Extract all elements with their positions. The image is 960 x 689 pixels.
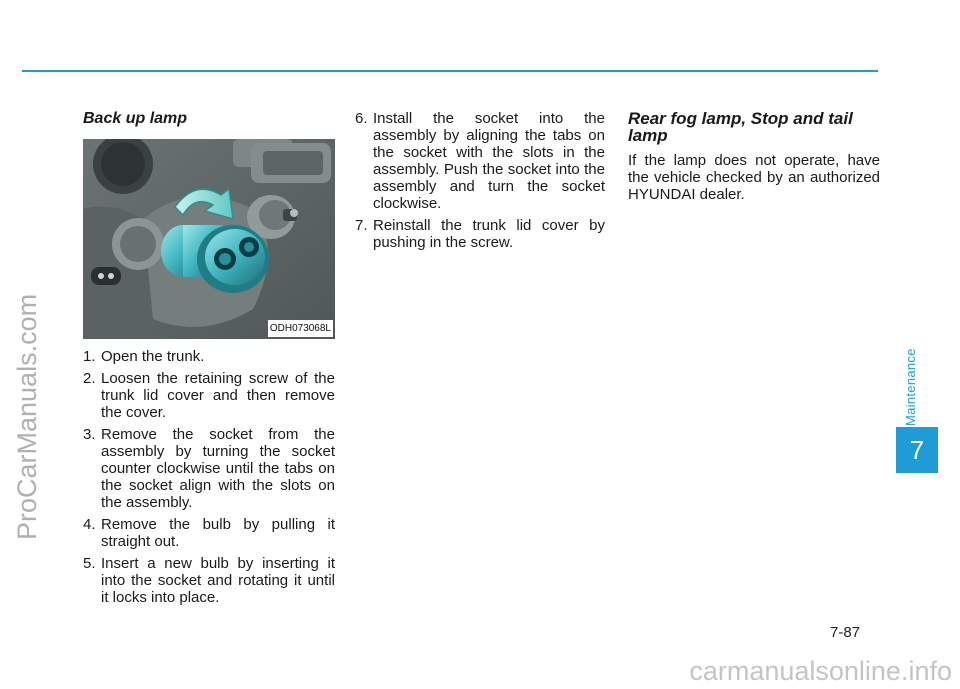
watermark-side: ProCarManuals.com [12, 293, 42, 540]
backup-steps-list-a [83, 348, 335, 606]
header-rule [22, 70, 878, 72]
list-item: 6. Install the socket into the assembly by aligning the tabs on the socket with the slots in the assembly. Push the socket into the assembly and turn the socket clockwise. [355, 110, 605, 212]
column-left [83, 110, 335, 611]
section-title-rear-fog: Rear fog lamp, Stop and tail lamp [628, 109, 853, 145]
column-middle [355, 110, 605, 256]
list-item: 7. Reinstall the trunk lid cover by pushing in the screw. [355, 217, 605, 251]
backup-lamp-figure [83, 139, 335, 339]
column-right [628, 110, 880, 203]
list-item: 1. Open the trunk. [83, 348, 205, 365]
figure-code: ODH073068L [268, 320, 333, 337]
chapter-side-label: Maintenance [903, 348, 918, 426]
lamp-socket-illustration [83, 139, 335, 339]
list-item: 3. Remove the socket from the assembly by turning the socket counter clockwise until the tabs on the socket align with the slots on the assembly. [83, 426, 335, 511]
backup-steps-list-b [355, 110, 605, 251]
chapter-tab: 7 [896, 427, 938, 473]
list-item: 5. Insert a new bulb by inserting it into the socket and rotating it until it locks into place. [83, 555, 335, 606]
page-number: 7-87 [830, 624, 861, 641]
rear-fog-paragraph: If the lamp does not operate, have the vehicle checked by an authorized HYUNDAI dealer. [628, 152, 880, 203]
list-item: 4. Remove the bulb by pulling it straight out. [83, 516, 335, 550]
section-title-backup-lamp: Back up lamp [83, 110, 188, 127]
list-item: 2. Loosen the retaining screw of the trunk lid cover and then remove the cover. [83, 370, 335, 421]
watermark-bottom: carmanualsonline.info [689, 656, 952, 686]
